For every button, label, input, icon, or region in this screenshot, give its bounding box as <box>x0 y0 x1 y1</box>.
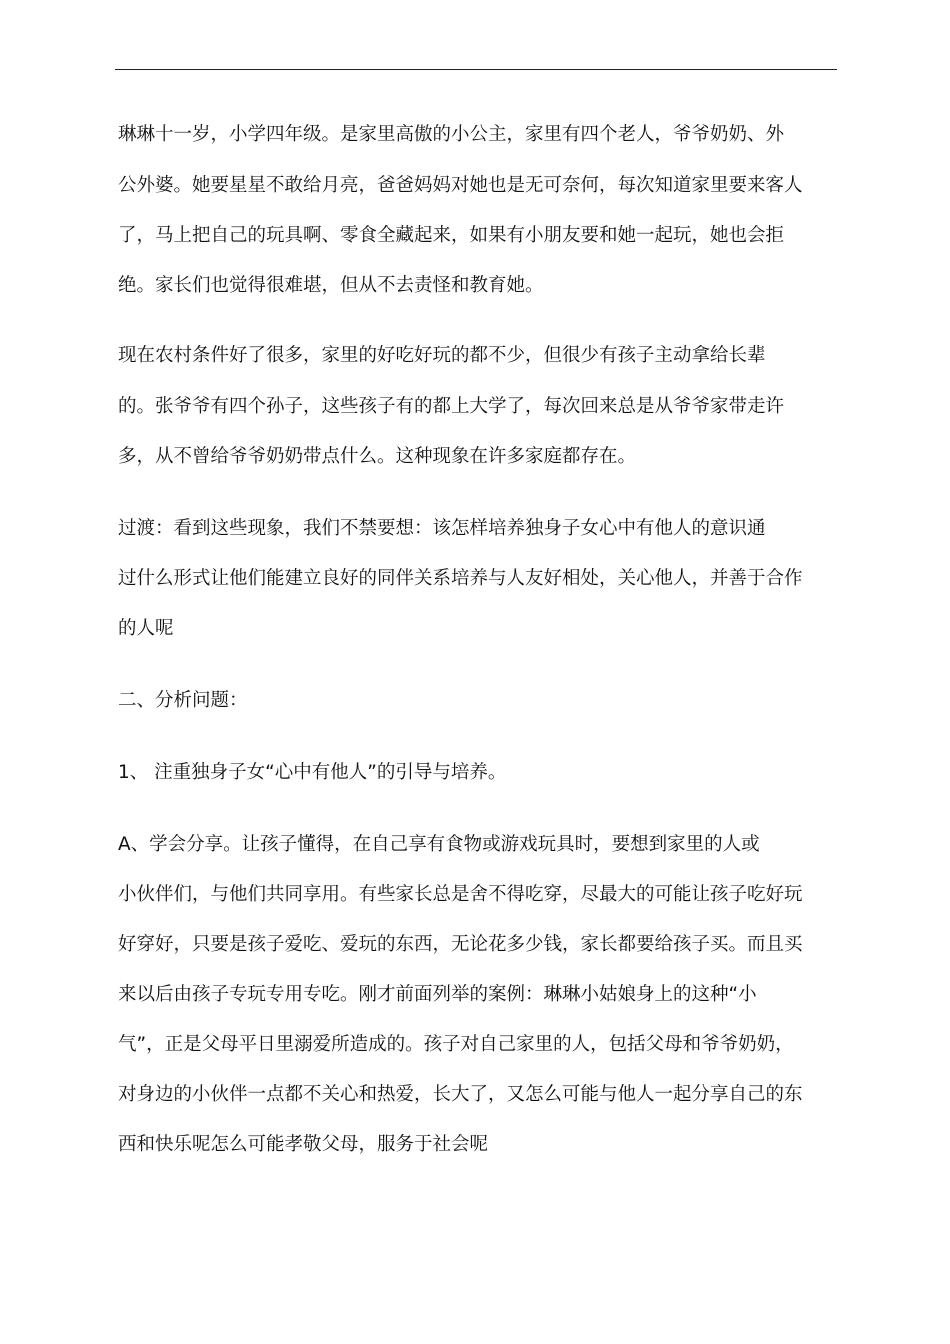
paragraph-line: 多，从不曾给爷爷奶奶带点什么。这种现象在许多家庭都存在。 <box>118 446 637 467</box>
paragraph-line: 公外婆。她要星星不敢给月亮，爸爸妈妈对她也是无可奈何，每次知道家里要来客人 <box>118 175 803 196</box>
paragraph-line: 现在农村条件好了很多，家里的好吃好玩的都不少，但很少有孩子主动拿给长辈 <box>118 345 766 366</box>
header-rule <box>115 69 837 70</box>
paragraph-line: 好穿好，只要是孩子爱吃、爱玩的东西，无论花多少钱，家长都要给孩子买。而且买 <box>118 934 803 955</box>
paragraph-line: 小伙伴们，与他们共同享用。有些家长总是舍不得吃穿，尽最大的可能让孩子吃好玩 <box>118 884 803 905</box>
paragraph-line: 西和快乐呢怎么可能孝敬父母，服务于社会呢 <box>118 1134 489 1155</box>
paragraph-line: A、学会分享。让孩子懂得，在自己享有食物或游戏玩具时，要想到家里的人或 <box>118 834 760 855</box>
paragraph-line: 了，马上把自己的玩具啊、零食全藏起来，如果有小朋友要和她一起玩，她也会拒 <box>118 225 785 246</box>
paragraph-line: 气”，正是父母平日里溺爱所造成的。孩子对自己家里的人，包括父母和爷爷奶奶， <box>118 1034 794 1055</box>
paragraph-line: 绝。家长们也觉得很难堪，但从不去责怪和教育她。 <box>118 275 544 296</box>
paragraph-line: 的。张爷爷有四个孙子，这些孩子有的都上大学了，每次回来总是从爷爷家带走许 <box>118 396 785 417</box>
paragraph-line: 过渡：看到这些现象，我们不禁要想：该怎样培养独身子女心中有他人的意识通 <box>118 518 766 539</box>
paragraph-line: 对身边的小伙伴一点都不关心和热爱，长大了，又怎么可能与他人一起分享自己的东 <box>118 1084 803 1105</box>
paragraph-line: 琳琳十一岁，小学四年级。是家里高傲的小公主，家里有四个老人，爷爷奶奶、外 <box>118 124 785 145</box>
paragraph-line: 来以后由孩子专玩专用专吃。刚才前面列举的案例：琳琳小姑娘身上的这种“小 <box>118 984 757 1005</box>
paragraph-line: 的人呢 <box>118 618 174 639</box>
list-item-heading: 1、 注重独身子女“心中有他人”的引导与培养。 <box>118 762 507 783</box>
section-heading: 二、分析问题： <box>118 690 248 711</box>
paragraph-line: 过什么形式让他们能建立良好的同伴关系培养与人友好相处，关心他人，并善于合作 <box>118 568 803 589</box>
